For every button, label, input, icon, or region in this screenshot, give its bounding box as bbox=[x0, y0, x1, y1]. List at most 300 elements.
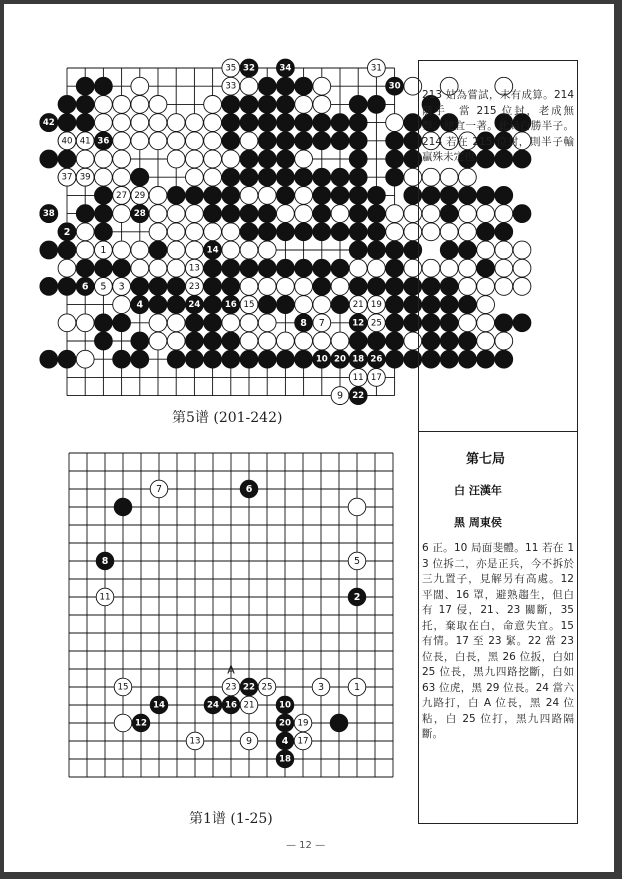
black-stone bbox=[386, 168, 404, 186]
black-stone bbox=[349, 168, 367, 186]
white-stone bbox=[386, 223, 404, 241]
book-page bbox=[4, 4, 614, 872]
move-number: 41 bbox=[79, 136, 91, 147]
white-stone bbox=[222, 241, 240, 259]
black-stone bbox=[222, 168, 240, 186]
commentary-text-top: 213 姑為嘗試，未有成算。214 隨手，當 215 位封，老成無弊，便宜一著。此局白勝半子。214 若在 215 位封，則半子輸贏殊未定也。 bbox=[422, 89, 574, 163]
move-stone bbox=[131, 296, 149, 314]
black-stone bbox=[349, 205, 367, 223]
move-stone bbox=[131, 187, 149, 205]
white-stone bbox=[131, 77, 149, 95]
white-stone bbox=[131, 241, 149, 259]
move-number: 40 bbox=[61, 136, 73, 147]
black-stone bbox=[331, 223, 349, 241]
white-stone bbox=[186, 205, 204, 223]
black-stone bbox=[368, 96, 386, 114]
move-stone bbox=[113, 187, 131, 205]
black-stone bbox=[113, 314, 131, 332]
black-stone bbox=[222, 187, 240, 205]
move-stone bbox=[331, 350, 349, 368]
move-number: 19 bbox=[370, 300, 382, 311]
move-stone bbox=[368, 350, 386, 368]
black-stone bbox=[386, 259, 404, 277]
move-number: 8 bbox=[101, 556, 109, 567]
move-stone bbox=[95, 241, 113, 259]
black-stone bbox=[95, 223, 113, 241]
white-stone bbox=[113, 168, 131, 186]
game-commentary: 6 正。10 局面斐體。11 若在 13 位拆二，亦是正兵，今不拆於三九置子，見解另有高處。12 平闊、16 罩，避熟趨生，但白有 17 侵，21、23 關斷，35 托，棄取在白，命意失宜。15 有情。17 至 23 緊。22 當 23 位長，白長，黑 26 位扳，白如 25 位長，黑九四路挖斷，白如 63 位虎，黑 29 位長。24 當六九路打，白 A 位長，黑 24 位粘，白 25 位打，黑九四路隔斷。 bbox=[422, 542, 574, 740]
black-stone bbox=[313, 187, 331, 205]
white-stone bbox=[114, 714, 132, 732]
black-stone bbox=[258, 150, 276, 168]
move-stone bbox=[349, 387, 367, 405]
black-stone bbox=[349, 132, 367, 150]
white-stone bbox=[167, 241, 185, 259]
move-stone bbox=[95, 278, 113, 296]
move-stone bbox=[186, 259, 204, 277]
move-stone bbox=[240, 59, 258, 77]
black-stone bbox=[222, 332, 240, 350]
black-stone bbox=[40, 350, 58, 368]
black-stone bbox=[277, 168, 295, 186]
black-stone bbox=[76, 77, 94, 95]
black-player: 黑 周東侯 bbox=[454, 516, 502, 529]
white-stone bbox=[113, 132, 131, 150]
white-stone bbox=[258, 278, 276, 296]
move-number: 36 bbox=[97, 136, 110, 147]
move-number: 24 bbox=[207, 700, 219, 711]
black-stone bbox=[76, 96, 94, 114]
black-stone bbox=[222, 132, 240, 150]
move-number: 23 bbox=[188, 281, 200, 292]
move-stone bbox=[368, 59, 386, 77]
black-stone bbox=[295, 77, 313, 95]
black-stone bbox=[277, 150, 295, 168]
move-number: 38 bbox=[42, 209, 55, 220]
move-number: 5 bbox=[100, 281, 107, 293]
black-stone bbox=[186, 314, 204, 332]
white-stone bbox=[113, 114, 131, 132]
black-stone bbox=[386, 350, 404, 368]
black-stone bbox=[277, 259, 295, 277]
black-stone bbox=[186, 332, 204, 350]
white-stone bbox=[295, 296, 313, 314]
black-stone bbox=[76, 114, 94, 132]
move-number: 12 bbox=[352, 318, 365, 329]
white-stone bbox=[386, 114, 404, 132]
move-number: 15 bbox=[117, 682, 129, 693]
game-title: 第七局 bbox=[466, 452, 506, 467]
black-stone bbox=[258, 114, 276, 132]
move-number: 29 bbox=[134, 190, 146, 201]
black-stone bbox=[222, 259, 240, 277]
black-stone bbox=[349, 150, 367, 168]
move-number: 32 bbox=[243, 63, 255, 74]
move-number: 8 bbox=[300, 317, 307, 329]
white-stone bbox=[386, 205, 404, 223]
black-stone bbox=[349, 96, 367, 114]
black-stone bbox=[95, 187, 113, 205]
black-stone bbox=[204, 332, 222, 350]
move-number: 2 bbox=[63, 226, 71, 238]
move-number: 16 bbox=[224, 300, 237, 311]
move-stone bbox=[222, 77, 240, 95]
white-stone bbox=[331, 205, 349, 223]
white-stone bbox=[149, 205, 167, 223]
white-stone bbox=[222, 223, 240, 241]
move-stone bbox=[131, 205, 149, 223]
white-stone bbox=[149, 314, 167, 332]
move-number: 4 bbox=[136, 299, 144, 311]
move-number: 2 bbox=[353, 592, 361, 603]
white-stone bbox=[186, 241, 204, 259]
black-stone bbox=[349, 114, 367, 132]
black-stone bbox=[386, 150, 404, 168]
black-stone bbox=[258, 350, 276, 368]
move-number: 42 bbox=[42, 118, 55, 129]
black-stone bbox=[222, 350, 240, 368]
white-stone bbox=[149, 223, 167, 241]
move-stone bbox=[276, 714, 294, 732]
move-stone bbox=[348, 552, 366, 570]
white-stone bbox=[131, 132, 149, 150]
move-stone bbox=[186, 296, 204, 314]
black-stone bbox=[368, 278, 386, 296]
move-number: 21 bbox=[352, 300, 364, 311]
black-stone bbox=[349, 223, 367, 241]
white-stone bbox=[131, 96, 149, 114]
move-number: 1 bbox=[353, 682, 361, 693]
move-number: 24 bbox=[188, 300, 201, 311]
move-stone bbox=[368, 369, 386, 387]
white-stone bbox=[313, 96, 331, 114]
black-stone bbox=[386, 278, 404, 296]
move-number: 3 bbox=[118, 281, 125, 293]
white-stone bbox=[167, 114, 185, 132]
move-number: 19 bbox=[297, 718, 309, 729]
black-stone bbox=[58, 278, 76, 296]
white-stone bbox=[167, 205, 185, 223]
move-number: 17 bbox=[370, 372, 382, 383]
black-stone bbox=[330, 714, 348, 732]
black-stone bbox=[313, 259, 331, 277]
black-stone bbox=[204, 296, 222, 314]
white-stone bbox=[131, 259, 149, 277]
black-stone bbox=[258, 132, 276, 150]
white-stone bbox=[258, 241, 276, 259]
move-number: 14 bbox=[206, 245, 219, 256]
black-stone bbox=[95, 205, 113, 223]
black-stone bbox=[58, 96, 76, 114]
black-stone bbox=[222, 96, 240, 114]
black-stone bbox=[368, 332, 386, 350]
black-stone bbox=[58, 350, 76, 368]
move-stone bbox=[222, 696, 240, 714]
white-stone bbox=[167, 259, 185, 277]
move-stone bbox=[331, 387, 349, 405]
black-stone bbox=[204, 187, 222, 205]
black-stone bbox=[167, 187, 185, 205]
black-stone bbox=[277, 132, 295, 150]
white-stone bbox=[295, 150, 313, 168]
move-number: 9 bbox=[245, 736, 253, 747]
white-stone bbox=[113, 296, 131, 314]
black-stone bbox=[295, 132, 313, 150]
black-stone bbox=[277, 187, 295, 205]
black-stone bbox=[40, 150, 58, 168]
black-stone bbox=[222, 114, 240, 132]
black-stone bbox=[40, 241, 58, 259]
white-stone bbox=[349, 259, 367, 277]
black-stone bbox=[131, 332, 149, 350]
white-stone bbox=[240, 314, 258, 332]
white-stone bbox=[149, 114, 167, 132]
move-number: 17 bbox=[297, 736, 309, 747]
black-stone bbox=[40, 278, 58, 296]
move-number: 22 bbox=[243, 682, 255, 693]
move-stone bbox=[58, 223, 76, 241]
black-stone bbox=[258, 259, 276, 277]
black-stone bbox=[167, 278, 185, 296]
black-stone bbox=[204, 278, 222, 296]
move-stone bbox=[294, 714, 312, 732]
white-stone bbox=[222, 314, 240, 332]
move-stone bbox=[240, 296, 258, 314]
black-stone bbox=[114, 498, 132, 516]
black-stone bbox=[186, 187, 204, 205]
move-stone bbox=[76, 278, 94, 296]
black-stone bbox=[349, 278, 367, 296]
black-stone bbox=[240, 96, 258, 114]
move-stone bbox=[277, 59, 295, 77]
move-stone bbox=[96, 588, 114, 606]
black-stone bbox=[95, 77, 113, 95]
white-stone bbox=[95, 114, 113, 132]
go-board-diagram-5 bbox=[42, 60, 424, 405]
move-number: 13 bbox=[188, 263, 200, 274]
black-stone bbox=[349, 187, 367, 205]
black-stone bbox=[368, 223, 386, 241]
move-number: 27 bbox=[116, 190, 128, 201]
move-stone bbox=[368, 314, 386, 332]
black-stone bbox=[95, 332, 113, 350]
black-stone bbox=[313, 278, 331, 296]
white-stone bbox=[331, 332, 349, 350]
black-stone bbox=[240, 205, 258, 223]
black-stone bbox=[368, 241, 386, 259]
white-stone bbox=[58, 314, 76, 332]
move-number: 7 bbox=[155, 484, 163, 495]
white-stone bbox=[131, 114, 149, 132]
black-stone bbox=[149, 241, 167, 259]
white-stone bbox=[258, 314, 276, 332]
move-stone bbox=[386, 77, 404, 95]
white-stone bbox=[295, 332, 313, 350]
black-stone bbox=[167, 296, 185, 314]
black-stone bbox=[204, 350, 222, 368]
move-number: 37 bbox=[61, 172, 73, 183]
black-stone bbox=[313, 223, 331, 241]
white-stone bbox=[76, 223, 94, 241]
white-stone bbox=[186, 223, 204, 241]
move-number: 23 bbox=[225, 682, 237, 693]
black-stone bbox=[240, 350, 258, 368]
white-stone bbox=[113, 150, 131, 168]
go-board-diagram-1 bbox=[59, 450, 404, 800]
white-stone bbox=[204, 223, 222, 241]
move-number: 28 bbox=[133, 209, 146, 220]
white-stone bbox=[167, 223, 185, 241]
white-stone bbox=[204, 96, 222, 114]
move-stone bbox=[76, 168, 94, 186]
black-stone bbox=[313, 205, 331, 223]
diagram-5-caption: 第5谱 (201-242) bbox=[172, 410, 283, 426]
black-stone bbox=[277, 114, 295, 132]
move-stone bbox=[349, 350, 367, 368]
move-stone bbox=[348, 678, 366, 696]
move-stone bbox=[96, 552, 114, 570]
white-stone bbox=[186, 114, 204, 132]
white-stone bbox=[95, 168, 113, 186]
white-stone bbox=[258, 187, 276, 205]
black-stone bbox=[58, 114, 76, 132]
move-number: 26 bbox=[370, 354, 383, 365]
move-stone bbox=[58, 132, 76, 150]
white-player: 白 汪漢年 bbox=[454, 484, 502, 497]
black-stone bbox=[386, 332, 404, 350]
white-stone bbox=[149, 259, 167, 277]
move-number: 34 bbox=[279, 63, 292, 74]
white-stone bbox=[295, 278, 313, 296]
black-stone bbox=[295, 114, 313, 132]
white-stone bbox=[277, 278, 295, 296]
move-stone bbox=[76, 132, 94, 150]
black-stone bbox=[331, 187, 349, 205]
move-stone bbox=[313, 350, 331, 368]
black-stone bbox=[331, 168, 349, 186]
black-stone bbox=[258, 168, 276, 186]
move-stone bbox=[276, 750, 294, 768]
black-stone bbox=[186, 350, 204, 368]
white-stone bbox=[348, 498, 366, 516]
white-stone bbox=[240, 278, 258, 296]
move-number: 22 bbox=[352, 391, 365, 402]
white-stone bbox=[277, 205, 295, 223]
move-stone bbox=[40, 205, 58, 223]
move-number: 10 bbox=[315, 354, 328, 365]
white-stone bbox=[295, 96, 313, 114]
black-stone bbox=[295, 350, 313, 368]
white-stone bbox=[186, 150, 204, 168]
black-stone bbox=[204, 205, 222, 223]
move-stone bbox=[312, 678, 330, 696]
black-stone bbox=[368, 187, 386, 205]
black-stone bbox=[131, 278, 149, 296]
black-stone bbox=[240, 223, 258, 241]
move-stone bbox=[113, 278, 131, 296]
move-stone bbox=[186, 732, 204, 750]
move-number: 25 bbox=[370, 318, 382, 329]
move-stone bbox=[186, 278, 204, 296]
move-stone bbox=[313, 314, 331, 332]
black-stone bbox=[313, 114, 331, 132]
move-stone bbox=[348, 588, 366, 606]
move-stone bbox=[222, 678, 240, 696]
white-stone bbox=[113, 96, 131, 114]
white-stone bbox=[204, 114, 222, 132]
white-stone bbox=[295, 205, 313, 223]
move-number: 7 bbox=[318, 317, 325, 329]
white-stone bbox=[240, 241, 258, 259]
white-stone bbox=[149, 132, 167, 150]
white-stone bbox=[149, 96, 167, 114]
black-stone bbox=[95, 314, 113, 332]
black-stone bbox=[204, 314, 222, 332]
white-stone bbox=[167, 332, 185, 350]
move-number: 1 bbox=[100, 245, 107, 256]
move-stone bbox=[222, 296, 240, 314]
black-stone bbox=[331, 114, 349, 132]
black-stone bbox=[313, 168, 331, 186]
move-number: 25 bbox=[261, 682, 273, 693]
black-stone bbox=[113, 259, 131, 277]
white-stone bbox=[240, 187, 258, 205]
white-stone bbox=[167, 314, 185, 332]
move-stone bbox=[240, 696, 258, 714]
white-stone bbox=[204, 132, 222, 150]
move-number: 39 bbox=[79, 172, 91, 183]
white-stone bbox=[313, 332, 331, 350]
move-stone bbox=[258, 678, 276, 696]
black-stone bbox=[295, 223, 313, 241]
white-stone bbox=[95, 150, 113, 168]
move-number: 18 bbox=[352, 354, 365, 365]
white-stone bbox=[58, 259, 76, 277]
black-stone bbox=[240, 168, 258, 186]
move-stone bbox=[204, 696, 222, 714]
move-stone bbox=[150, 696, 168, 714]
page-number: — 12 — bbox=[286, 840, 326, 851]
move-stone bbox=[349, 369, 367, 387]
white-stone bbox=[149, 332, 167, 350]
white-stone bbox=[240, 332, 258, 350]
white-stone bbox=[313, 296, 331, 314]
move-stone bbox=[204, 241, 222, 259]
move-number: 30 bbox=[388, 81, 401, 92]
move-number: 6 bbox=[245, 484, 253, 495]
black-stone bbox=[131, 350, 149, 368]
move-number: 12 bbox=[135, 718, 147, 729]
move-stone bbox=[95, 132, 113, 150]
black-stone bbox=[277, 77, 295, 95]
black-stone bbox=[277, 350, 295, 368]
white-stone bbox=[331, 278, 349, 296]
move-number: 4 bbox=[281, 736, 289, 747]
move-stone bbox=[222, 59, 240, 77]
move-stone bbox=[349, 296, 367, 314]
move-number: 16 bbox=[225, 700, 237, 711]
black-stone bbox=[95, 259, 113, 277]
white-stone bbox=[186, 168, 204, 186]
black-stone bbox=[222, 205, 240, 223]
black-stone bbox=[258, 96, 276, 114]
move-stone bbox=[276, 732, 294, 750]
white-stone bbox=[240, 132, 258, 150]
white-stone bbox=[186, 132, 204, 150]
black-stone bbox=[58, 241, 76, 259]
move-stone bbox=[240, 480, 258, 498]
move-stone bbox=[276, 696, 294, 714]
